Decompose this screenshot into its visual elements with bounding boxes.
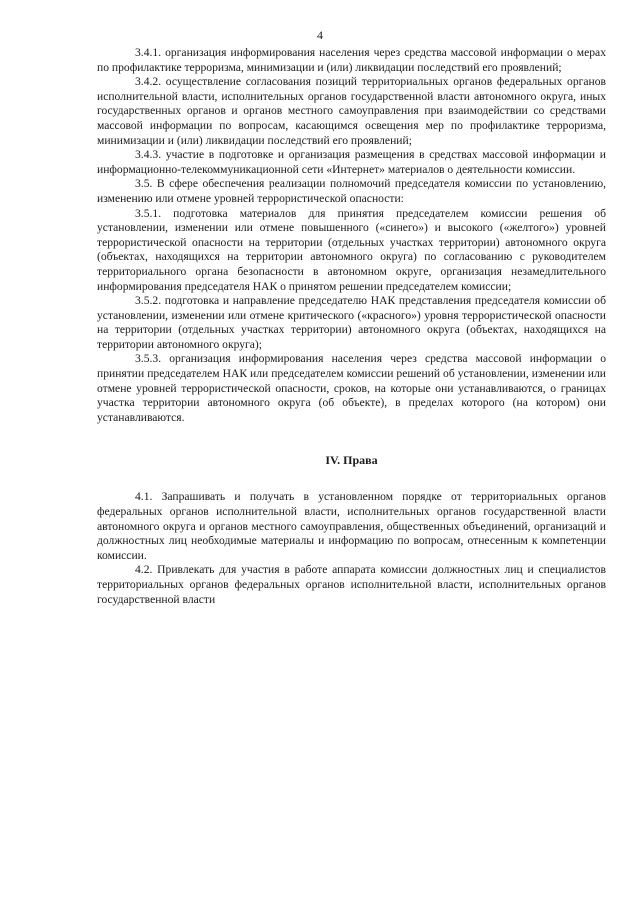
section-title: IV. Права: [325, 453, 378, 468]
page-number: 4: [317, 28, 323, 42]
paragraph-4-1: 4.1. Запрашивать и получать в установленном порядке от территориальных органов федеральных органов исполнительной власти, исполнительных органов государственной власти автономного округа и органов местного самоуправления, общественных объединений, организаций и должностных лиц необходимые материалы и информацию по вопросам, отнесенным к компетенции комиссии.: [97, 490, 606, 562]
paragraph-3-5-3: 3.5.3. организация информирования населения через средства массовой информации о принятии председателем НАК или председателем комиссии решений об установлении, изменении или отмене уровней террористической опасности, сроков, на которые они устанавливаются, о границах участка территории автономного округа (об объекте), в пределах которого (на котором) они устанавливаются.: [97, 352, 606, 424]
paragraph-4-2: 4.2. Привлекать для участия в работе аппарата комиссии должностных лиц и специалистов территориальных органов федеральных органов исполнительной власти, исполнительных органов государственной власти: [97, 563, 606, 606]
paragraph-3-4-2: 3.4.2. осуществление согласования позиций территориальных органов федеральных органов исполнительной власти, исполнительных органов государственной власти автономного округа, иных государственных органов и органов местного самоуправления при взаимодействии со средствами массовой информации по вопросам, касающимся освещения мер по профилактике терроризма, минимизации и (или) ликвидации последствий его проявлений;: [97, 75, 606, 147]
paragraph-3-5: 3.5. В сфере обеспечения реализации полномочий председателя комиссии по установлению, изменению или отмене уровней террористической опасности:: [97, 177, 606, 205]
paragraph-3-4-1: 3.4.1. организация информирования населения через средства массовой информации о мерах по профилактике терроризма, минимизации и (или) ликвидации последствий его проявлений;: [97, 46, 606, 74]
paragraph-3-4-3: 3.4.3. участие в подготовке и организация размещения в средствах массовой информации и информационно-телекоммуникационной сети «Интернет» материалов о деятельности комиссии.: [97, 148, 606, 176]
paragraph-3-5-2: 3.5.2. подготовка и направление председателю НАК представления председателя комиссии об установлении, изменении или отмене критического («красного») уровня террористической опасности на территории (отдельных участках территории) автономного округа (объектах, находящихся на территории автономного округа);: [97, 294, 606, 351]
document-body: [97, 46, 606, 607]
paragraph-3-5-1: 3.5.1. подготовка материалов для принятия председателем комиссии решения об установлении, изменении или отмене повышенного («синего») и высокого («желтого») уровней террористической опасности на территории (отдельных участках территории) автономного округа (объектах, находящихся на территории автономного округа) по согласованию с руководителем территориального органа безопасности в автономном округе, организация незамедлительного информирования председателя НАК о принятом решении председателем комиссии;: [97, 206, 606, 293]
